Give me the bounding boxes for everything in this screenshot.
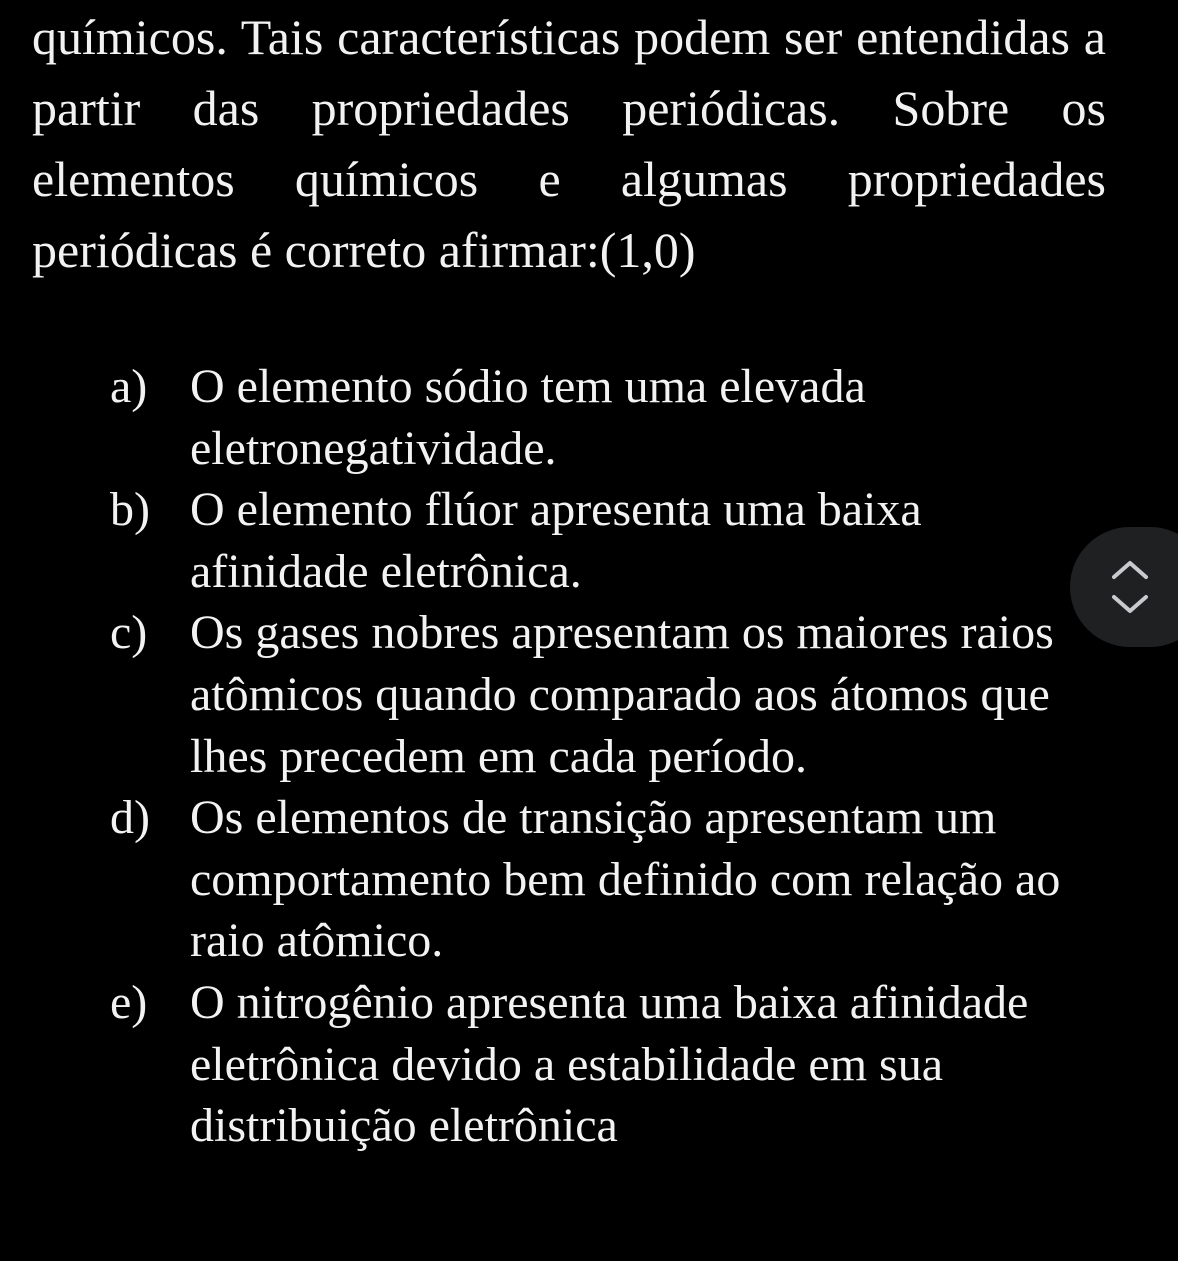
option-b bbox=[110, 479, 1110, 602]
option-letter: d) bbox=[110, 791, 150, 845]
scroll-nav-pill[interactable] bbox=[1070, 527, 1178, 647]
option-letter: b) bbox=[110, 483, 150, 537]
scroll-up-button[interactable] bbox=[1108, 557, 1152, 583]
chevron-up-icon bbox=[1108, 557, 1152, 583]
option-text: O elemento flúor apresenta uma baixa afinidade eletrônica. bbox=[190, 483, 922, 598]
option-letter: a) bbox=[110, 360, 148, 413]
option-text: O nitrogênio apresenta uma baixa afinidade eletrônica devido a estabilidade em sua distribuição eletrônica bbox=[190, 975, 1029, 1153]
option-text: Os gases nobres apresentam os maiores raios atômicos quando comparado aos átomos que lhes precedem em cada período. bbox=[190, 606, 1054, 783]
question-intro: químicos. Tais características podem ser entendidas a partir das propriedades periódicas. Sobre os elementos químicos e algumas propriedades periódicas é correto afirmar:(1,0) bbox=[32, 9, 1106, 278]
option-d bbox=[110, 787, 1110, 972]
option-c bbox=[110, 602, 1110, 787]
chevron-down-icon bbox=[1108, 591, 1152, 617]
option-letter: c) bbox=[110, 606, 148, 660]
option-letter: e) bbox=[110, 975, 148, 1029]
option-a bbox=[110, 356, 1110, 479]
option-text: O elemento sódio tem uma elevada eletronegatividade. bbox=[190, 360, 866, 475]
answer-options bbox=[110, 356, 1110, 1157]
option-text: Os elementos de transição apresentam um comportamento bem definido com relação ao raio atômico. bbox=[190, 791, 1061, 968]
option-e bbox=[110, 972, 1110, 1157]
scroll-down-button[interactable] bbox=[1108, 591, 1152, 617]
